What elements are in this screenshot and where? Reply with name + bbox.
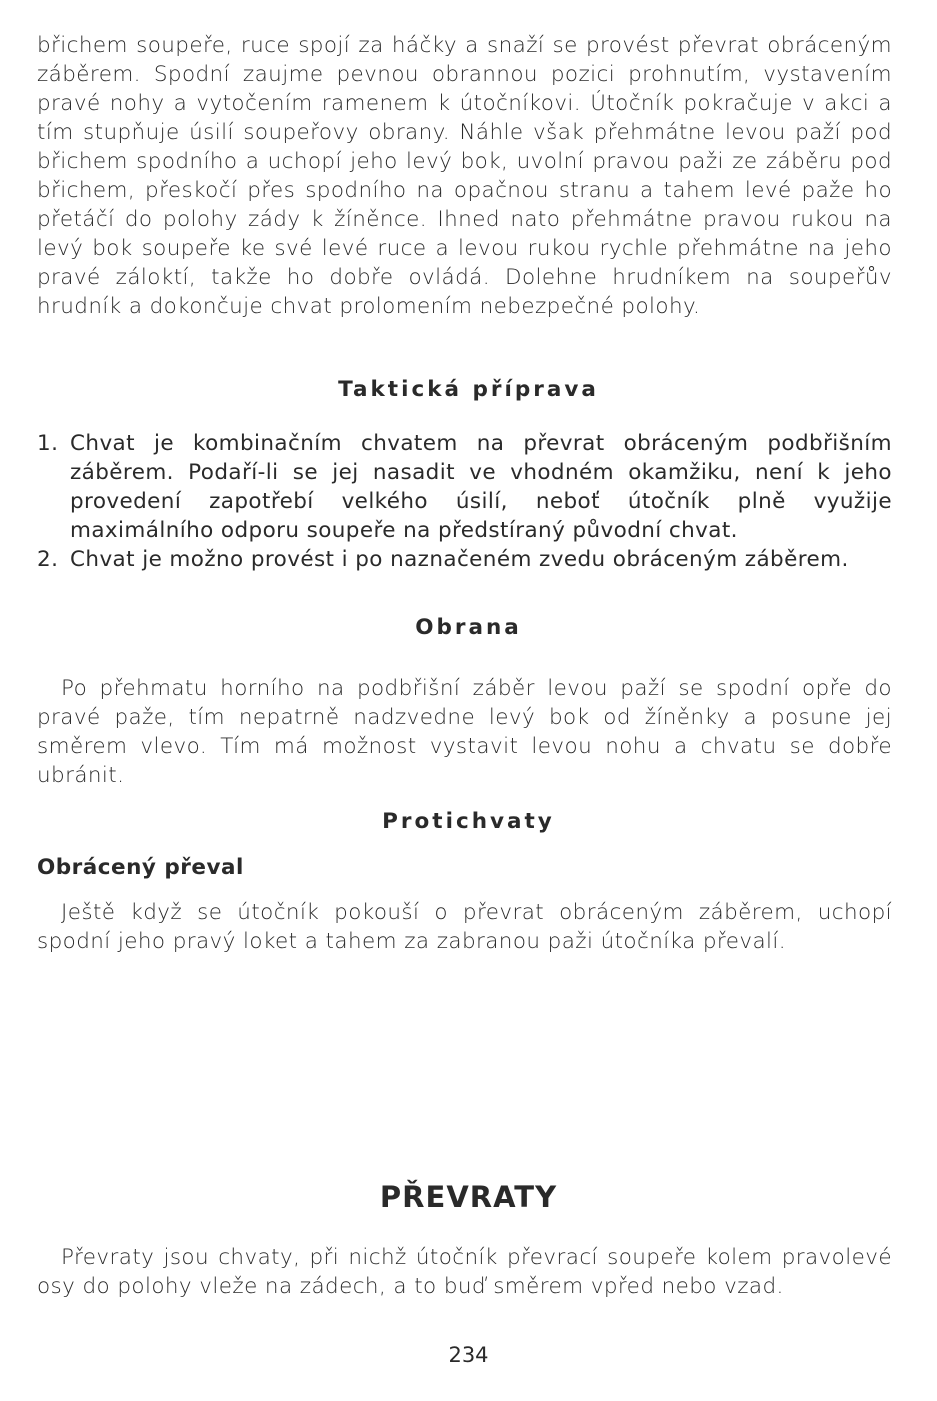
list-item-text: Chvat je možno provést i po naznačeném zvedu obráceným záběrem. xyxy=(70,547,849,572)
list-item-number: 2. xyxy=(37,547,59,572)
section-heading-counters: Protichvaty xyxy=(382,809,555,834)
subsection-heading-reverse-roll: Obrácený převal xyxy=(37,855,244,880)
section-heading-defense: Obrana xyxy=(415,615,522,640)
list-item xyxy=(37,545,892,574)
list-item-text: Chvat je kombinačním chvatem na převrat obráceným podbřišním záběrem. Podaří-li se jej nasadit ve vhodném okamžiku, není k jeho provedení zapotřebí velkého úsilí, neboť útočník plně využije maximálního odporu soupeře na předstíraný původní chvat. xyxy=(70,431,892,543)
list-item xyxy=(37,429,892,545)
tactical-list xyxy=(37,429,892,574)
page-number: 234 xyxy=(448,1343,489,1367)
counters-paragraph: Ještě když se útočník pokouší o převrat obráceným záběrem, uchopí spodní jeho pravý loket a tahem za zabranou paži útočníka převalí. xyxy=(37,900,892,954)
chapter-intro-paragraph: Převraty jsou chvaty, při nichž útočník převrací soupeře kolem pravolevé osy do polohy vleže na zádech, a to buď směrem vpřed nebo vzad. xyxy=(37,1245,892,1299)
chapter-title: PŘEVRATY xyxy=(379,1180,558,1214)
list-item-number: 1. xyxy=(37,431,59,456)
intro-paragraph: břichem soupeře, ruce spojí za háčky a snaží se provést převrat obráceným záběrem. Spodní zaujme pevnou obrannou pozici prohnutím, vystavením pravé nohy a vytočením ramenem k útočníkovi. Útočník pokračuje v akci a tím stupňuje úsilí soupeřovy obrany. Náhle však přehmátne levou paží pod břichem spodního a uchopí jeho levý bok, uvolní pravou paži ze záběru pod břichem, přeskočí přes spodního na opačnou stranu a tahem levé paže ho přetáčí do polohy zády k žíněnce. Ihned nato přehmátne pravou rukou na levý bok soupeře ke své levé ruce a levou rukou rychle přehmátne na jeho pravé záloktí, takže ho dobře ovládá. Dolehne hrudníkem na soupeřův hrudník a dokončuje chvat prolomením nebezpečné polohy. xyxy=(37,33,892,319)
section-heading-tactical: Taktická příprava xyxy=(338,377,599,402)
defense-paragraph: Po přehmatu horního na podbřišní záběr levou paží se spodní opře do pravé paže, tím nepatrně nadzvedne levý bok od žíněnky a posune jej směrem vlevo. Tím má možnost vystavit levou nohu a chvatu se dobře ubránit. xyxy=(37,676,892,788)
